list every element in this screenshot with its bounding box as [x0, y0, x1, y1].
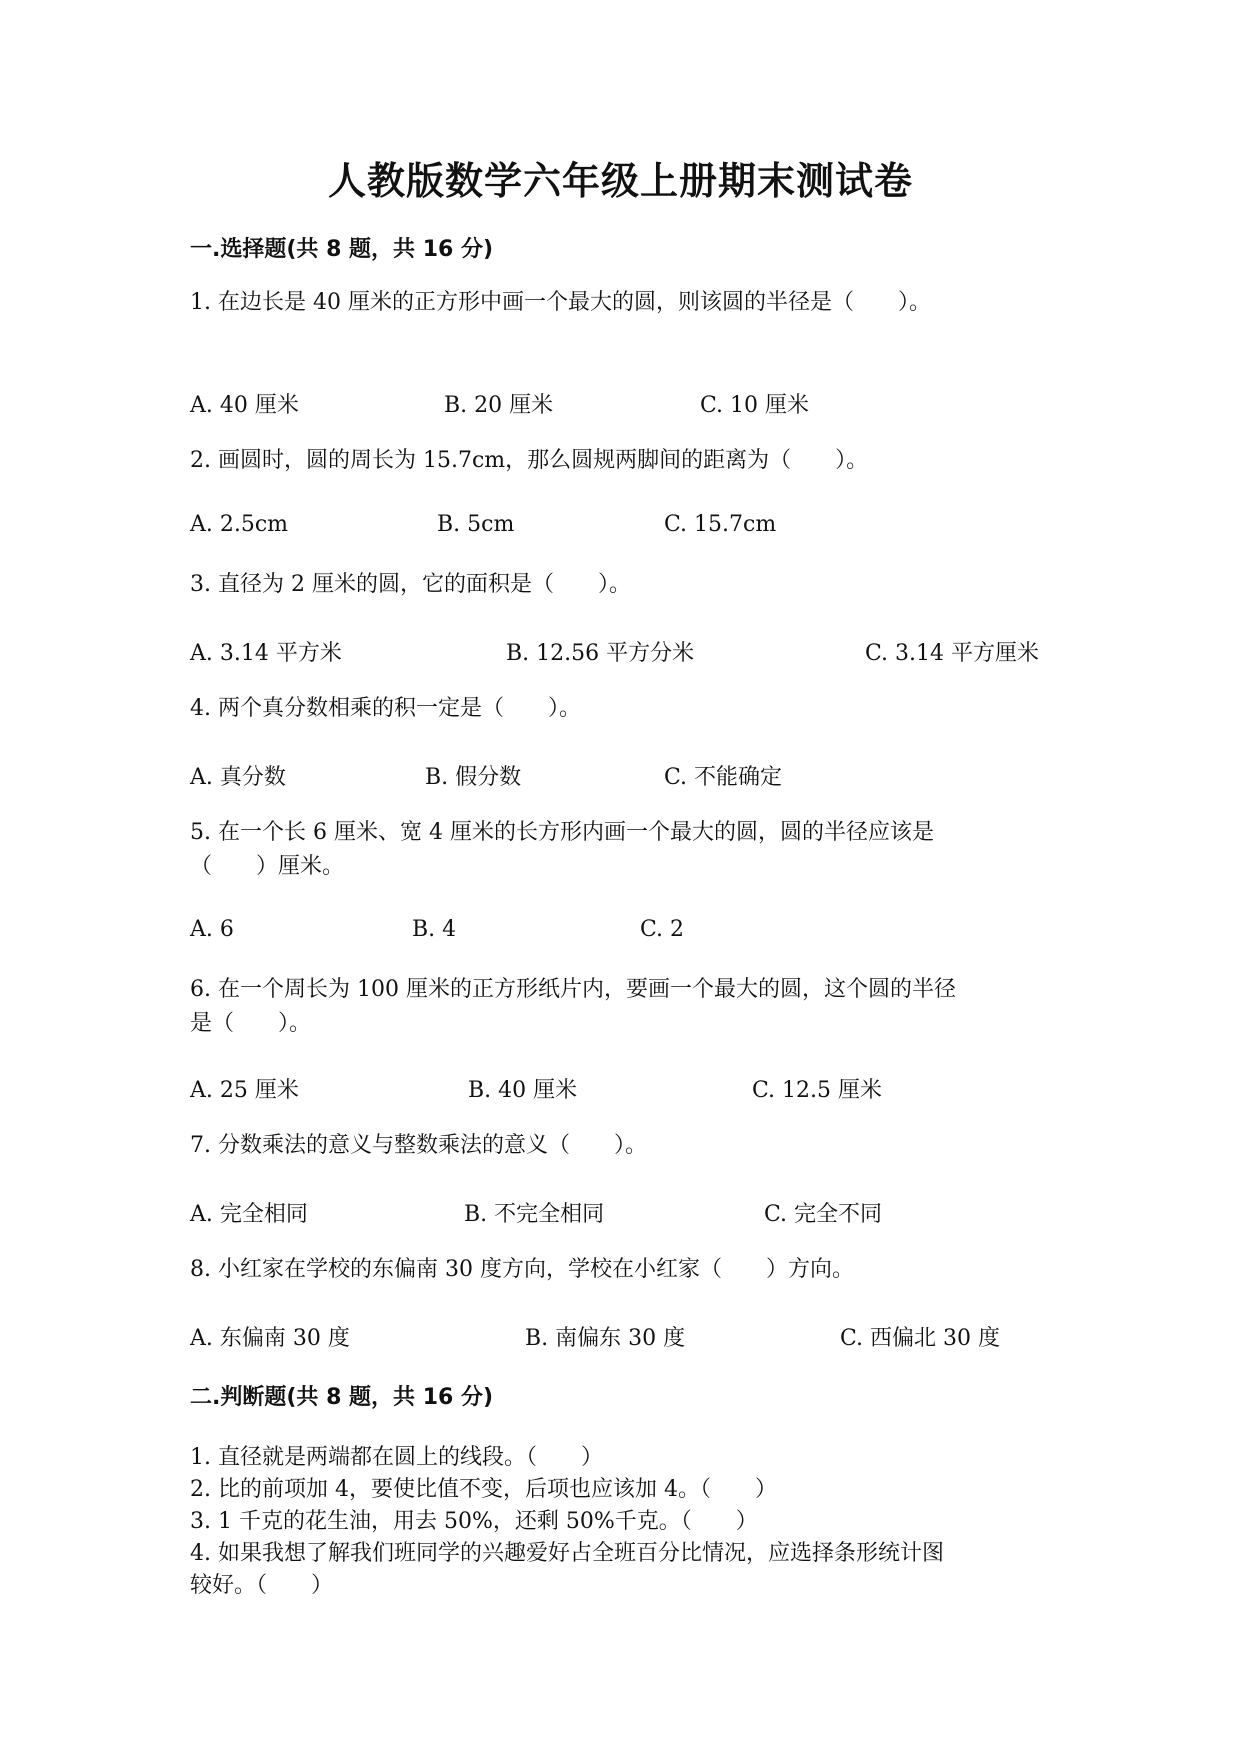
option-4b: B. 假分数 [425, 765, 522, 790]
option-5b: B. 4 [412, 917, 457, 942]
question-3: 3. 直径为 2 厘米的圆，它的面积是（ ）。 [190, 572, 631, 597]
option-2b: B. 5cm [437, 512, 515, 537]
option-3b: B. 12.56 平方分米 [506, 641, 695, 666]
judge-item-3: 3. 1 千克的花生油，用去 50%，还剩 50%千克。（ ） [190, 1509, 758, 1534]
question-6-line2: 是（ ）。 [190, 1011, 312, 1036]
question-4: 4. 两个真分数相乘的积一定是（ ）。 [190, 696, 581, 721]
question-1: 1. 在边长是 40 厘米的正方形中画一个最大的圆，则该圆的半径是（ ）。 [190, 290, 931, 315]
option-6b: B. 40 厘米 [468, 1078, 578, 1103]
option-6c: C. 12.5 厘米 [752, 1078, 883, 1103]
page-title: 人教版数学六年级上册期末测试卷 [327, 159, 913, 203]
question-5-line2: （ ）厘米。 [190, 854, 345, 879]
judge-item-1: 1. 直径就是两端都在圆上的线段。（ ） [190, 1445, 603, 1470]
question-7: 7. 分数乘法的意义与整数乘法的意义（ ）。 [190, 1133, 647, 1158]
option-7b: B. 不完全相同 [464, 1202, 605, 1227]
section-heading-judge: 二.判断题(共 8 题，共 16 分) [190, 1385, 494, 1410]
option-1b: B. 20 厘米 [444, 393, 554, 418]
question-2: 2. 画圆时，圆的周长为 15.7cm，那么圆规两脚间的距离为（ ）。 [190, 448, 869, 473]
option-5a: A. 6 [190, 917, 234, 942]
option-8b: B. 南偏东 30 度 [525, 1326, 686, 1351]
option-2a: A. 2.5cm [190, 512, 289, 537]
option-5c: C. 2 [640, 917, 685, 942]
question-5-line1: 5. 在一个长 6 厘米、宽 4 厘米的长方形内画一个最大的圆，圆的半径应该是 [190, 820, 934, 845]
option-2c: C. 15.7cm [664, 512, 777, 537]
question-8: 8. 小红家在学校的东偏南 30 度方向，学校在小红家（ ）方向。 [190, 1257, 854, 1282]
option-8a: A. 东偏南 30 度 [190, 1326, 350, 1351]
option-4c: C. 不能确定 [664, 765, 783, 790]
option-4a: A. 真分数 [190, 765, 286, 790]
option-3a: A. 3.14 平方米 [190, 641, 342, 666]
judge-item-2: 2. 比的前项加 4，要使比值不变，后项也应该加 4。（ ） [190, 1477, 777, 1502]
question-6-line1: 6. 在一个周长为 100 厘米的正方形纸片内，要画一个最大的圆，这个圆的半径 [190, 977, 956, 1002]
option-7c: C. 完全不同 [764, 1202, 883, 1227]
option-6a: A. 25 厘米 [190, 1078, 299, 1103]
judge-item-4-line2: 较好。（ ） [190, 1573, 334, 1598]
section-heading-choice: 一.选择题(共 8 题，共 16 分) [190, 237, 494, 262]
option-3c: C. 3.14 平方厘米 [865, 641, 1040, 666]
judge-item-4-line1: 4. 如果我想了解我们班同学的兴趣爱好占全班百分比情况，应选择条形统计图 [190, 1541, 944, 1566]
option-8c: C. 西偏北 30 度 [840, 1326, 1001, 1351]
option-7a: A. 完全相同 [190, 1202, 308, 1227]
option-1a: A. 40 厘米 [190, 393, 299, 418]
option-1c: C. 10 厘米 [700, 393, 810, 418]
